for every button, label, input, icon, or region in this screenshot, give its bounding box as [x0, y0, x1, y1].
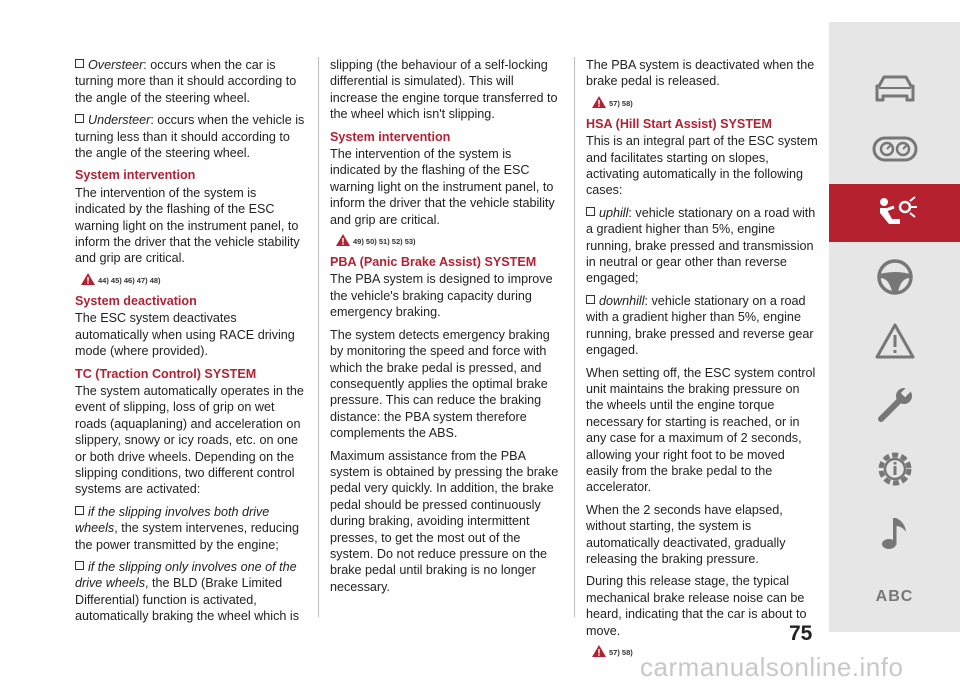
paragraph: The PBA system is deactivated when the brake pedal is released.	[586, 58, 815, 89]
airbag-seat-icon	[872, 195, 918, 231]
paragraph: The system detects emergency braking by monitoring the speed and force with which the brake pedal is pressed, and consequently applies the optimal brake pressure. This can reduce the braking distance: the PBA system therefore complements the ABS.	[330, 327, 550, 441]
bullet-oversteer: Oversteer: occurs when the car is turning more than it should according to the angle of the steering wheel.	[75, 58, 297, 105]
paragraph: The intervention of the system is indicated by the flashing of the ESC warning light on the instrument panel, to inform the driver that the vehicle stability and grip are critical.	[75, 185, 300, 266]
chapter-sidebar	[829, 22, 960, 632]
paragraph: slipping (the behaviour of a self-locking differential is simulated). This will increase the engine torque transferred to the wheel which isn't slipping.	[330, 58, 558, 122]
sidebar-item-maintenance[interactable]	[829, 376, 960, 434]
warning-refs[interactable]: 44) 45) 46) 47) 48)	[81, 273, 307, 287]
sidebar-item-index[interactable]	[829, 568, 960, 626]
warning-refs[interactable]: 57) 58)	[592, 645, 818, 659]
watermark-text: carmanualsonline.info	[640, 652, 904, 682]
paragraph: During this release stage, the typical mechanical brake release noise can be heard, indicating that the car is about to move.	[586, 574, 807, 638]
column-2	[330, 57, 562, 601]
bullet-both-wheels: if the slipping involves both drive wheels, the system intervenes, reducing the power transmitted by the engine;	[75, 504, 300, 552]
paragraph: The ESC system deactivates automatically when using RACE driving mode (where provided).	[75, 311, 295, 359]
sidebar-item-instruments[interactable]	[829, 120, 960, 178]
sidebar-item-driving[interactable]	[829, 248, 960, 306]
bullet-downhill: downhill: vehicle stationary on a road with a gradient higher than 5%, engine running, brake pressed and reverse gear engaged.	[586, 293, 814, 358]
page-number: 75	[789, 622, 813, 645]
column-divider	[318, 57, 319, 617]
gear-info-icon	[875, 449, 915, 489]
paragraph: The system automatically operates in the event of slipping, loss of grip on wet roads (aquaplaning) and acceleration on slippery, snowy or icy roads, etc. on one or both drive wheels. Depending on the slipping conditions, two different control systems are activated:	[75, 383, 304, 497]
checkbox-bullet-icon	[75, 561, 84, 570]
gauges-icon	[872, 136, 918, 162]
bullet-uphill: uphill: vehicle stationary on a road with a gradient higher than 5%, engine running, brake pressed and transmission in neutral or gear other than reverse engaged;	[586, 205, 816, 286]
sidebar-item-multimedia[interactable]	[829, 504, 960, 562]
bullet-one-wheel: if the slipping only involves one of the drive wheels, the BLD (Brake Limited Differential) function is activated, automatically braking the wheel which is	[75, 559, 300, 624]
heading-system-intervention: System intervention	[330, 129, 451, 144]
checkbox-bullet-icon	[75, 59, 84, 68]
sidebar-item-technical-data[interactable]	[829, 440, 960, 498]
paragraph: The intervention of the system is indicated by the flashing of the ESC warning light on the instrument panel, to inform the driver that the vehicle stability and grip are critical.	[330, 147, 555, 227]
column-3	[586, 57, 818, 665]
warning-refs[interactable]: 49) 50) 51) 52) 53)	[336, 234, 562, 248]
checkbox-bullet-icon	[586, 207, 595, 216]
warning-triangle-icon	[874, 322, 916, 360]
warning-triangle-icon	[592, 96, 606, 108]
paragraph: When setting off, the ESC system control unit maintains the braking pressure on the wheels until the engine torque necessary for starting is reached, or in any case for a maximum of 2 seconds, allowing your right foot to be moved easily from the brake pedal to the accelerator.	[586, 365, 816, 495]
heading-tc-system: TC (Traction Control) SYSTEM	[75, 366, 257, 381]
sidebar-item-vehicle[interactable]	[829, 60, 960, 118]
warning-triangle-icon	[592, 645, 606, 657]
checkbox-bullet-icon	[75, 114, 84, 123]
wrench-icon	[875, 385, 915, 425]
heading-pba-system: PBA (Panic Brake Assist) SYSTEM	[330, 255, 537, 270]
car-icon	[873, 74, 917, 104]
paragraph: The PBA system is designed to improve the vehicle's braking capacity during emergency braking.	[330, 272, 553, 320]
heading-hsa-system: HSA (Hill Start Assist) SYSTEM	[586, 116, 772, 131]
checkbox-bullet-icon	[586, 295, 595, 304]
column-1	[75, 57, 307, 631]
warning-refs[interactable]: 57) 58)	[592, 96, 818, 110]
paragraph: Maximum assistance from the PBA system is obtained by pressing the brake pedal very quickly. In addition, the brake pedal should be pressed continuously during braking, avoiding intermittent presses, to get the most out of the system. Do not reduce pressure on the brake pedal until braking is no longer necessary.	[330, 448, 559, 594]
abc-index-icon: ABC	[875, 588, 914, 605]
warning-triangle-icon	[81, 273, 95, 285]
music-note-icon	[879, 514, 911, 552]
heading-system-deactivation: System deactivation	[75, 293, 197, 308]
sidebar-item-safety[interactable]	[829, 184, 960, 242]
paragraph: When the 2 seconds have elapsed, without starting, the system is automatically deactivated, gradually releasing the braking pressure.	[586, 502, 786, 566]
warning-triangle-icon	[336, 234, 350, 246]
column-divider	[574, 57, 575, 617]
steering-wheel-icon	[876, 258, 914, 296]
heading-system-intervention: System intervention	[75, 168, 196, 183]
checkbox-bullet-icon	[75, 506, 84, 515]
sidebar-item-emergency[interactable]	[829, 312, 960, 370]
paragraph: This is an integral part of the ESC system and facilitates starting on slopes, activating automatically in the following cases:	[586, 134, 818, 198]
bullet-understeer: Understeer: occurs when the vehicle is turning less than it should according to the angle of the steering wheel.	[75, 113, 305, 161]
